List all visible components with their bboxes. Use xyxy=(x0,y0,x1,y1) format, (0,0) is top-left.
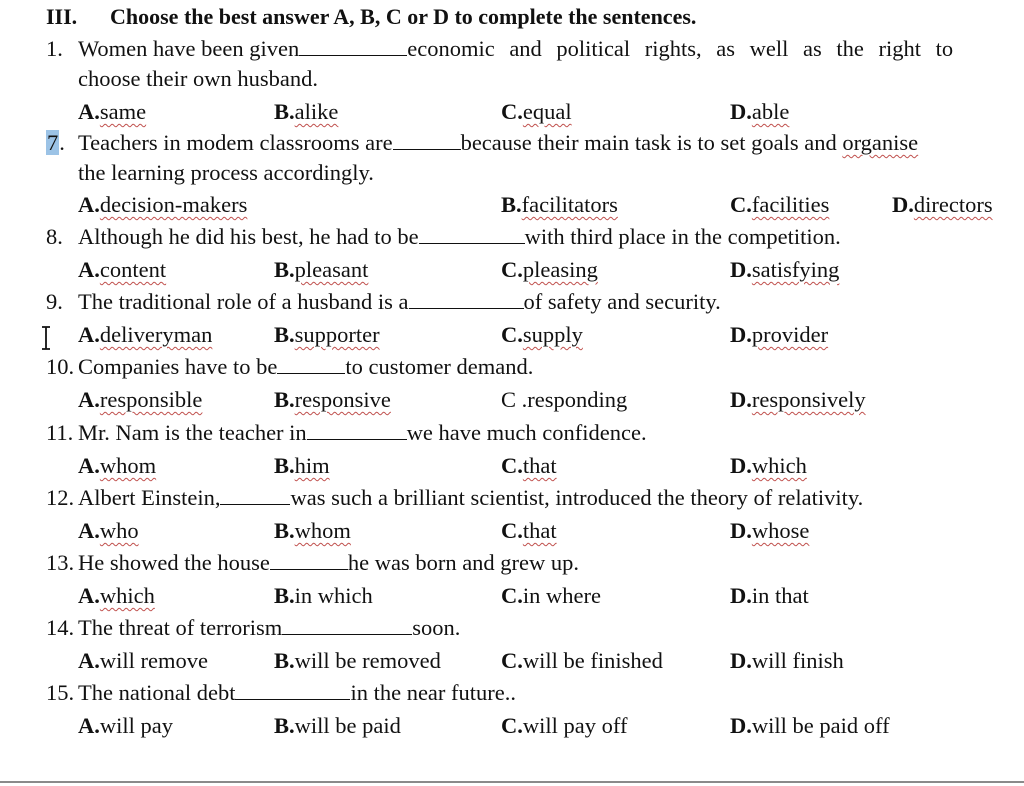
question-number: 14. xyxy=(46,615,75,640)
option-text: in that xyxy=(751,583,809,608)
question-11 xyxy=(46,418,647,448)
option-text: whose xyxy=(751,518,810,543)
section-heading xyxy=(46,4,696,30)
option-letter: D. xyxy=(892,192,914,217)
option-d[interactable] xyxy=(892,190,993,220)
option-c[interactable] xyxy=(501,646,663,676)
option-text: will be finished xyxy=(522,648,663,673)
option-c[interactable] xyxy=(501,97,572,127)
question-8 xyxy=(46,222,841,252)
option-d[interactable] xyxy=(730,516,809,546)
option-letter: C. xyxy=(501,648,523,673)
question-15 xyxy=(46,678,516,708)
option-letter: B. xyxy=(274,648,295,673)
option-letter: D. xyxy=(730,99,752,124)
answer-blank xyxy=(277,355,345,374)
option-b[interactable] xyxy=(274,385,391,415)
option-text: equal xyxy=(522,99,572,124)
option-text: will be removed xyxy=(294,648,441,673)
option-text: whom xyxy=(294,518,351,543)
option-text: will pay off xyxy=(522,713,628,738)
answer-blank xyxy=(307,421,407,440)
question-7 xyxy=(46,128,918,158)
option-text: will be paid off xyxy=(751,713,890,738)
question-number: 10. xyxy=(46,354,75,379)
option-b[interactable] xyxy=(274,451,330,481)
question-text: was such a brilliant scientist, introduced the theory of relativity. xyxy=(290,485,864,510)
answer-blank xyxy=(393,131,461,150)
option-letter: B. xyxy=(274,387,295,412)
option-letter: B. xyxy=(274,713,295,738)
option-b[interactable] xyxy=(501,190,618,220)
question-text: economic and political rights, as well as the right to xyxy=(407,36,954,61)
option-text: facilities xyxy=(751,192,830,217)
option-letter: C. xyxy=(501,518,523,543)
option-d[interactable] xyxy=(730,581,809,611)
question-text: Albert Einstein, xyxy=(78,485,221,510)
option-text: supporter xyxy=(294,322,380,347)
option-a[interactable] xyxy=(78,320,212,350)
option-text: able xyxy=(751,99,790,124)
option-letter: A. xyxy=(78,99,100,124)
option-text: who xyxy=(99,518,139,543)
option-c[interactable] xyxy=(501,320,583,350)
option-c[interactable] xyxy=(501,711,627,741)
option-text: satisfying xyxy=(751,257,840,282)
option-letter: C. xyxy=(501,322,523,347)
option-letter: C. xyxy=(501,453,523,478)
option-text: responsible xyxy=(99,387,203,412)
option-text: will pay xyxy=(99,713,173,738)
question-text: we have much confidence. xyxy=(406,420,647,445)
option-c[interactable] xyxy=(501,385,627,415)
question-text: of safety and security. xyxy=(523,289,721,314)
text-cursor-icon xyxy=(40,326,52,350)
option-text: provider xyxy=(751,322,829,347)
question-1 xyxy=(46,34,953,64)
option-d[interactable] xyxy=(730,451,807,481)
option-letter: A. xyxy=(78,713,100,738)
option-letter: D. xyxy=(730,257,752,282)
question-text: to customer demand. xyxy=(345,354,534,379)
option-letter: A. xyxy=(78,387,100,412)
question-text: Women have been given xyxy=(78,36,300,61)
page-bottom-rule xyxy=(0,781,1024,783)
question-13 xyxy=(46,548,579,578)
option-letter: C. xyxy=(730,192,752,217)
option-letter: A. xyxy=(78,583,100,608)
option-b[interactable] xyxy=(274,646,441,676)
option-text: that xyxy=(522,518,557,543)
question-text: Mr. Nam is the teacher in xyxy=(78,420,307,445)
question-14 xyxy=(46,613,460,643)
option-letter: A. xyxy=(78,518,100,543)
option-d[interactable] xyxy=(730,255,839,285)
option-c[interactable] xyxy=(730,190,829,220)
option-a[interactable] xyxy=(78,97,146,127)
option-text: pleasing xyxy=(522,257,598,282)
option-a[interactable] xyxy=(78,451,156,481)
question-number: 8. xyxy=(46,224,63,249)
option-letter: B. xyxy=(274,453,295,478)
option-text: in where xyxy=(522,583,601,608)
option-letter: D. xyxy=(730,713,752,738)
option-letter: D. xyxy=(730,518,752,543)
option-b[interactable] xyxy=(274,516,351,546)
question-10 xyxy=(46,352,533,382)
option-letter: D. xyxy=(730,583,752,608)
question-text: he was born and grew up. xyxy=(347,550,580,575)
option-letter: C. xyxy=(501,99,523,124)
question-text: Companies have to be xyxy=(78,354,278,379)
option-text: decision-makers xyxy=(99,192,248,217)
option-letter: D. xyxy=(730,648,752,673)
option-b[interactable] xyxy=(274,581,373,611)
option-letter: B. xyxy=(274,257,295,282)
option-letter: B. xyxy=(501,192,522,217)
question-text: He showed the house xyxy=(78,550,270,575)
question-9 xyxy=(46,287,721,317)
question-12 xyxy=(46,483,863,513)
question-continuation: the learning process accordingly. xyxy=(78,160,374,185)
question-number: 15. xyxy=(46,680,75,705)
option-c[interactable] xyxy=(501,255,598,285)
option-letter: A. xyxy=(78,322,100,347)
option-text: which xyxy=(99,583,155,608)
option-text: him xyxy=(294,453,330,478)
option-letter: B. xyxy=(274,322,295,347)
answer-blank xyxy=(220,486,290,505)
question-text: The threat of terrorism xyxy=(78,615,283,640)
question-text: The traditional role of a husband is a xyxy=(78,289,409,314)
question-number: 1. xyxy=(46,36,63,61)
option-text: will be paid xyxy=(294,713,401,738)
question-text: in the near future.. xyxy=(350,680,517,705)
option-d[interactable] xyxy=(730,320,828,350)
option-letter: C. xyxy=(501,583,523,608)
option-text: alike xyxy=(294,99,339,124)
option-letter: C . xyxy=(501,387,528,412)
option-letter: D. xyxy=(730,453,752,478)
option-letter: D. xyxy=(730,387,752,412)
question-text: Teachers in modem classrooms are xyxy=(78,130,393,155)
question-continuation: choose their own husband. xyxy=(78,66,318,91)
question-number-dot: . xyxy=(59,130,65,155)
selected-number-highlight[interactable]: 7 xyxy=(47,130,59,155)
option-text: in which xyxy=(294,583,373,608)
question-text: soon. xyxy=(412,615,461,640)
option-d[interactable] xyxy=(730,711,890,741)
question-number: 13. xyxy=(46,550,75,575)
option-a[interactable] xyxy=(78,190,247,220)
option-text: same xyxy=(99,99,147,124)
question-text: because their main task is to set goals and xyxy=(460,130,843,155)
answer-blank xyxy=(282,616,412,635)
answer-blank xyxy=(299,37,407,56)
option-a[interactable] xyxy=(78,255,166,285)
option-text: will remove xyxy=(99,648,208,673)
question-number: 9. xyxy=(46,289,63,314)
option-b[interactable] xyxy=(274,711,401,741)
option-letter: A. xyxy=(78,453,100,478)
option-text: responsive xyxy=(294,387,391,412)
option-letter: A. xyxy=(78,257,100,282)
option-b[interactable] xyxy=(274,255,368,285)
option-c[interactable] xyxy=(501,581,601,611)
answer-blank xyxy=(235,681,350,700)
option-a[interactable] xyxy=(78,581,155,611)
option-letter: D. xyxy=(730,322,752,347)
option-text: supply xyxy=(522,322,583,347)
option-d[interactable] xyxy=(730,97,789,127)
option-letter: C. xyxy=(501,257,523,282)
option-text: will finish xyxy=(751,648,844,673)
option-letter: A. xyxy=(78,192,100,217)
option-letter: B. xyxy=(274,583,295,608)
option-a[interactable] xyxy=(78,516,139,546)
question-number: 11. xyxy=(46,420,74,445)
option-b[interactable] xyxy=(274,97,338,127)
option-letter: B. xyxy=(274,518,295,543)
option-text: facilitators xyxy=(521,192,618,217)
option-text: that xyxy=(522,453,557,478)
answer-blank xyxy=(419,225,525,244)
option-text: deliveryman xyxy=(99,322,213,347)
option-text: which xyxy=(751,453,807,478)
option-d[interactable] xyxy=(730,646,844,676)
question-text: The national debt xyxy=(78,680,236,705)
option-c[interactable] xyxy=(501,516,557,546)
section-number: III. xyxy=(46,4,78,29)
section-instruction: Choose the best answer A, B, C or D to complete the sentences. xyxy=(110,4,697,29)
option-b[interactable] xyxy=(274,320,380,350)
question-text: Although he did his best, he had to be xyxy=(78,224,419,249)
option-text: responding xyxy=(527,387,628,412)
answer-blank xyxy=(270,551,348,570)
question-text: with third place in the competition. xyxy=(524,224,841,249)
option-text: directors xyxy=(913,192,993,217)
spellcheck-word: organise xyxy=(842,130,919,155)
option-d[interactable] xyxy=(730,385,866,415)
option-text: responsively xyxy=(751,387,866,412)
option-a[interactable] xyxy=(78,646,208,676)
option-text: whom xyxy=(99,453,157,478)
option-text: content xyxy=(99,257,167,282)
option-text: pleasant xyxy=(294,257,369,282)
option-c[interactable] xyxy=(501,451,557,481)
option-letter: C. xyxy=(501,713,523,738)
answer-blank xyxy=(409,290,524,309)
option-a[interactable] xyxy=(78,711,173,741)
question-number: 12. xyxy=(46,485,75,510)
option-letter: B. xyxy=(274,99,295,124)
option-a[interactable] xyxy=(78,385,202,415)
option-letter: A. xyxy=(78,648,100,673)
